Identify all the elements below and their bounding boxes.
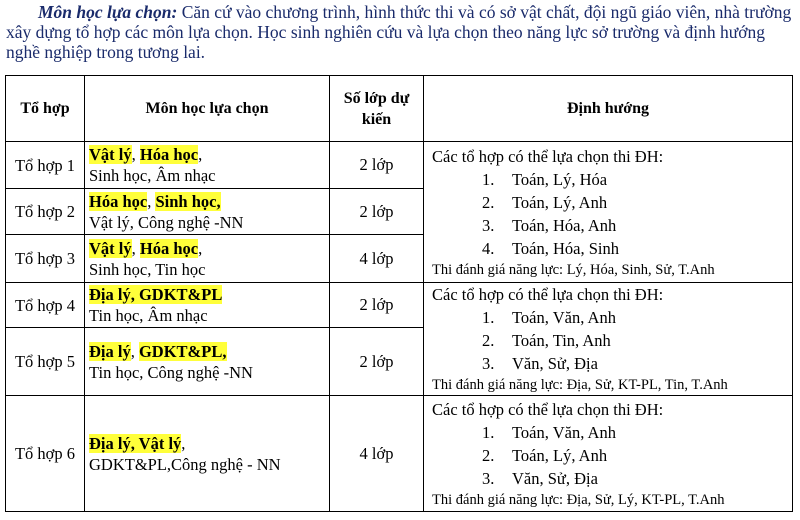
other-subjects: Vật lý, Công nghệ -NN [89,212,244,232]
classes-cell: 4 lớp [330,396,424,512]
option-text: Toán, Lý, Anh [512,192,608,212]
separator: , [130,341,139,361]
aptitude-note: Thi đánh giá năng lực: Địa, Sử, KT-PL, Tin, T.Anh [432,377,728,393]
option-item [432,421,792,444]
separator: , [198,238,203,258]
classes-cell: 2 lớp [330,189,424,235]
subjects-cell [85,396,330,512]
option-number: 3. [482,215,495,235]
classes-cell: 4 lớp [330,235,424,283]
option-number: 3. [482,354,495,373]
option-item [432,237,792,260]
option-number: 1. [482,169,495,189]
table-row [6,142,793,189]
subjects-cell [85,283,330,328]
option-text: Toán, Hóa, Anh [512,215,617,235]
option-number: 3. [482,468,495,488]
orientation-heading: Các tổ hợp có thể lựa chọn thi ĐH: [432,285,664,304]
core-subject: Vật lý [89,145,132,164]
option-item [432,168,792,191]
option-item [432,467,792,490]
aptitude-note: Thi đánh giá năng lực: Địa, Sử, Lý, KT-PL, T.Anh [432,491,725,508]
option-text: Văn, Sử, Địa [512,354,598,373]
intro-paragraph [6,2,796,62]
other-subjects: GDKT&PL,Công nghệ - NN [89,454,281,474]
option-text: Toán, Văn, Anh [512,422,616,442]
table-header-row [6,76,793,142]
option-item [432,306,792,329]
classes-cell: 2 lớp [330,142,424,189]
combo-cell: Tổ hợp 5 [6,328,85,396]
other-subjects: Tin học, Âm nhạc [89,306,208,326]
option-text: Toán, Tin, Anh [512,331,611,350]
option-number: 4. [482,238,495,258]
combo-cell: Tổ hợp 6 [6,396,85,512]
separator: , [181,433,186,453]
orientation-cell [424,142,793,283]
option-item [432,191,792,214]
core-subject: Vật lý [89,238,132,258]
classes-cell: 2 lớp [330,328,424,396]
orientation-heading: Các tổ hợp có thể lựa chọn thi ĐH: [432,146,664,166]
option-text: Toán, Lý, Anh [512,445,608,465]
option-number: 1. [482,308,495,327]
separator: , [131,238,140,258]
header-combo: Tổ hợp [6,76,85,142]
subjects-cell [85,328,330,396]
table-row [6,396,793,512]
option-number: 1. [482,422,495,442]
other-subjects: Sinh học, Âm nhạc [89,166,216,185]
core-subject: Địa lý, GDKT&PL [89,285,223,305]
option-number: 2. [482,331,495,350]
option-text: Văn, Sử, Địa [512,468,598,488]
subject-combination-table [5,75,793,512]
intro-lead: Môn học lựa chọn: [38,2,178,22]
header-subjects: Môn học lựa chọn [85,76,330,142]
combo-cell: Tổ hợp 3 [6,235,85,283]
option-text: Toán, Lý, Hóa [512,169,608,189]
combo-cell: Tổ hợp 1 [6,142,85,189]
option-item [432,214,792,237]
subjects-cell [85,235,330,283]
other-subjects: Sinh học, Tin học [89,259,206,279]
separator: , [131,145,140,164]
core-subject: Địa lý [89,341,131,361]
subjects-cell [85,142,330,189]
option-text: Toán, Hóa, Sinh [512,238,620,258]
combo-cell: Tổ hợp 2 [6,189,85,235]
separator: , [198,145,203,164]
orientation-cell [424,396,793,512]
option-number: 2. [482,192,495,212]
intro-text: Căn cứ vào chương trình, hình thức thi và có sở vật chất, đội ngũ giáo viên, nhà trường xây dựng tổ hợp các môn lựa chọn. Học sinh nghiên cứu và lựa chọn theo năng lực sở trường và định hướng nghề nghiệp trong tương lai. [6,2,792,62]
classes-cell: 2 lớp [330,283,424,328]
core-subject: GDKT&PL, [138,341,227,361]
header-orientation: Định hướng [424,76,793,142]
subjects-cell [85,189,330,235]
orientation-cell [424,283,793,396]
header-classes: Số lớp dự kiến [330,76,424,142]
option-item [432,329,792,352]
aptitude-note: Thi đánh giá năng lực: Lý, Hóa, Sinh, Sử, T.Anh [432,261,715,278]
separator: , [147,191,156,211]
core-subject: Địa lý, Vật lý [89,433,182,453]
option-number: 2. [482,445,495,465]
option-item [432,352,792,375]
other-subjects: Tin học, Công nghệ -NN [89,362,253,382]
option-text: Toán, Văn, Anh [512,308,616,327]
core-subject: Hóa học [89,191,148,211]
table-row [6,283,793,328]
combo-cell: Tổ hợp 4 [6,283,85,328]
orientation-heading: Các tổ hợp có thể lựa chọn thi ĐH: [432,399,664,419]
option-item [432,444,792,467]
core-subject: Hóa học [139,238,199,258]
core-subject: Hóa học [139,145,199,164]
core-subject: Sinh học, [155,191,221,211]
